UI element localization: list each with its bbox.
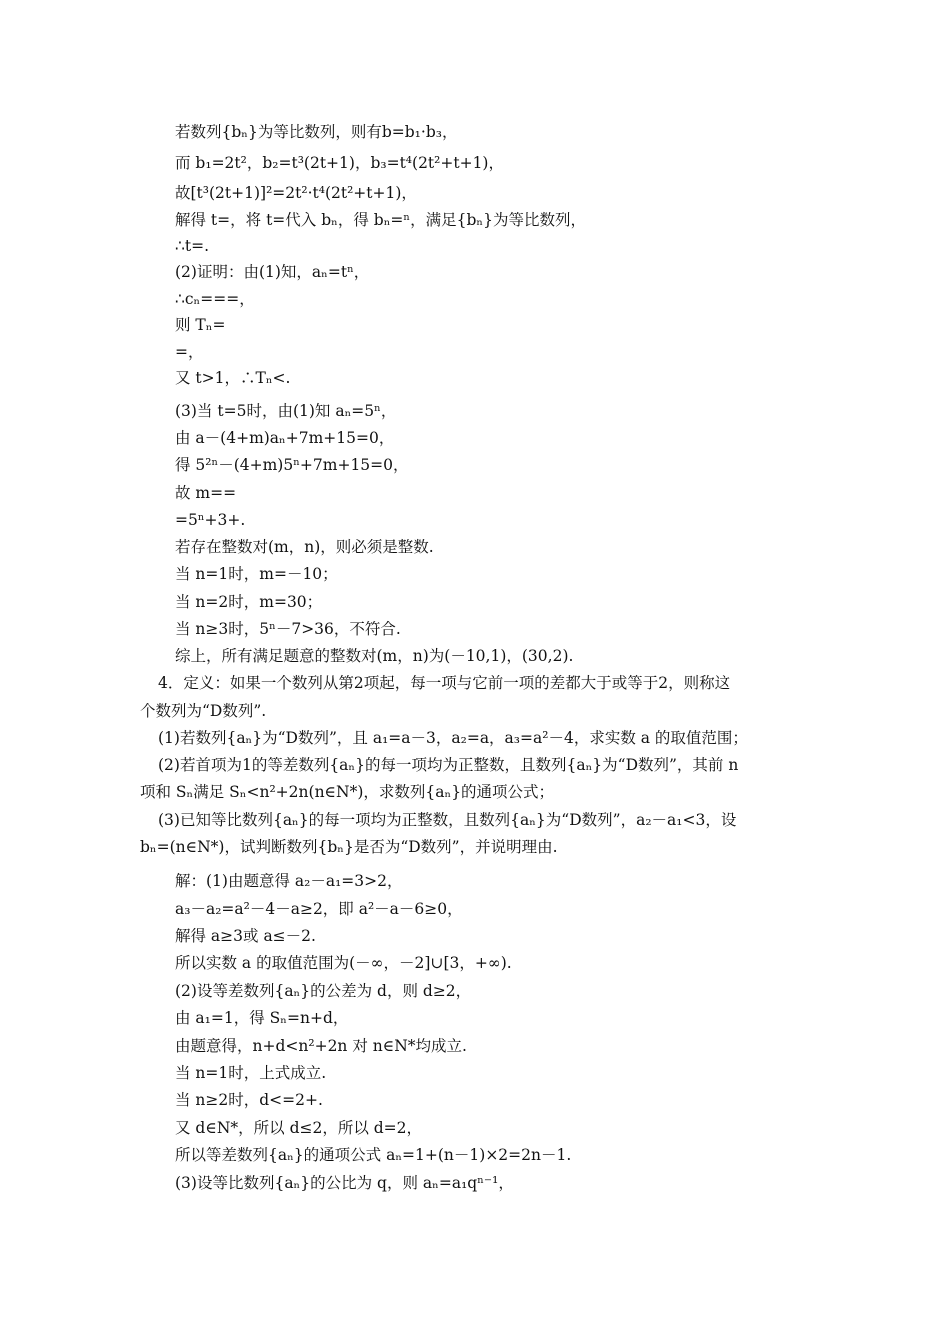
- text-line: 当 n=2时，m=30；: [175, 593, 323, 611]
- text-line: 故 m==: [175, 484, 237, 502]
- text-line: (2)若首项为1的等差数列{aₙ}的每一项均为正整数，且数列{aₙ}为“D数列”，其前 n: [158, 756, 739, 774]
- text-line: 项和 Sₙ满足 Sₙ<n²+2n(n∈N*)，求数列{aₙ}的通项公式；: [140, 783, 555, 801]
- text-line: ∴t=.: [175, 237, 210, 255]
- text-line: 4．定义：如果一个数列从第2项起，每一项与它前一项的差都大于或等于2，则称这: [158, 674, 731, 692]
- text-line: 个数列为“D数列”.: [140, 702, 267, 720]
- text-line: bₙ=(n∈N*)，试判断数列{bₙ}是否为“D数列”，并说明理由.: [140, 838, 558, 856]
- text-line: ∴cₙ===，: [175, 290, 255, 308]
- text-line: 由 a₁=1，得 Sₙ=n+d，: [175, 1009, 349, 1027]
- text-line: =，: [175, 343, 204, 361]
- text-line: (2)证明：由(1)知，aₙ=tⁿ，: [175, 263, 370, 281]
- text-line: 综上，所有满足题意的整数对(m，n)为(－10,1)，(30,2).: [175, 647, 574, 665]
- text-line: (3)设等比数列{aₙ}的公比为 q，则 aₙ=a₁qⁿ⁻¹，: [175, 1174, 514, 1192]
- text-line: 由 a－(4+m)aₙ+7m+15=0，: [175, 429, 395, 447]
- text-line: 当 n=1时，上式成立.: [175, 1064, 327, 1082]
- text-line: 所以等差数列{aₙ}的通项公式 aₙ=1+(n－1)×2=2n－1.: [175, 1146, 572, 1164]
- text-line: (1)若数列{aₙ}为“D数列”，且 a₁=a－3，a₂=a，a₃=a²－4，求实数 a 的取值范围；: [158, 729, 748, 747]
- text-line: (3)已知等比数列{aₙ}的每一项均为正整数，且数列{aₙ}为“D数列”，a₂－a₁<3，设: [158, 811, 737, 829]
- text-line: =5ⁿ+3+.: [175, 511, 246, 529]
- text-line: 当 n≥3时，5ⁿ－7>36，不符合.: [175, 620, 401, 638]
- text-line: 解：(1)由题意得 a₂－a₁=3>2，: [175, 872, 403, 890]
- text-line: 解得 t=，将 t=代入 bₙ，得 bₙ=ⁿ，满足{bₙ}为等比数列，: [175, 211, 586, 229]
- text-line: 当 n≥2时，d<=2+.: [175, 1091, 323, 1109]
- text-line: 又 t>1，∴Tₙ<.: [175, 369, 291, 387]
- text-line: a₃－a₂=a²－4－a≥2，即 a²－a－6≥0，: [175, 900, 463, 918]
- text-line: 所以实数 a 的取值范围为(－∞，－2]∪[3，+∞).: [175, 954, 512, 972]
- text-line: 若数列{bₙ}为等比数列，则有b=b₁·b₃，: [175, 123, 458, 141]
- text-line: 若存在整数对(m，n)，则必须是整数.: [175, 538, 434, 556]
- text-line: 又 d∈N*，所以 d≤2，所以 d=2，: [175, 1119, 423, 1137]
- text-line: 由题意得，n+d<n²+2n 对 n∈N*均成立.: [175, 1037, 467, 1055]
- text-line: (2)设等差数列{aₙ}的公差为 d，则 d≥2，: [175, 982, 472, 1000]
- text-line: 故[t³(2t+1)]²=2t²·t⁴(2t²+t+1)，: [175, 184, 417, 202]
- text-line: 解得 a≥3或 a≤－2.: [175, 927, 316, 945]
- text-line: 当 n=1时，m=－10；: [175, 565, 338, 583]
- text-line: 得 5²ⁿ－(4+m)5ⁿ+7m+15=0，: [175, 456, 409, 474]
- text-line: (3)当 t=5时，由(1)知 aₙ=5ⁿ，: [175, 402, 397, 420]
- text-line: 而 b₁=2t²，b₂=t³(2t+1)，b₃=t⁴(2t²+t+1)，: [175, 154, 504, 172]
- text-line: 则 Tₙ=: [175, 316, 226, 334]
